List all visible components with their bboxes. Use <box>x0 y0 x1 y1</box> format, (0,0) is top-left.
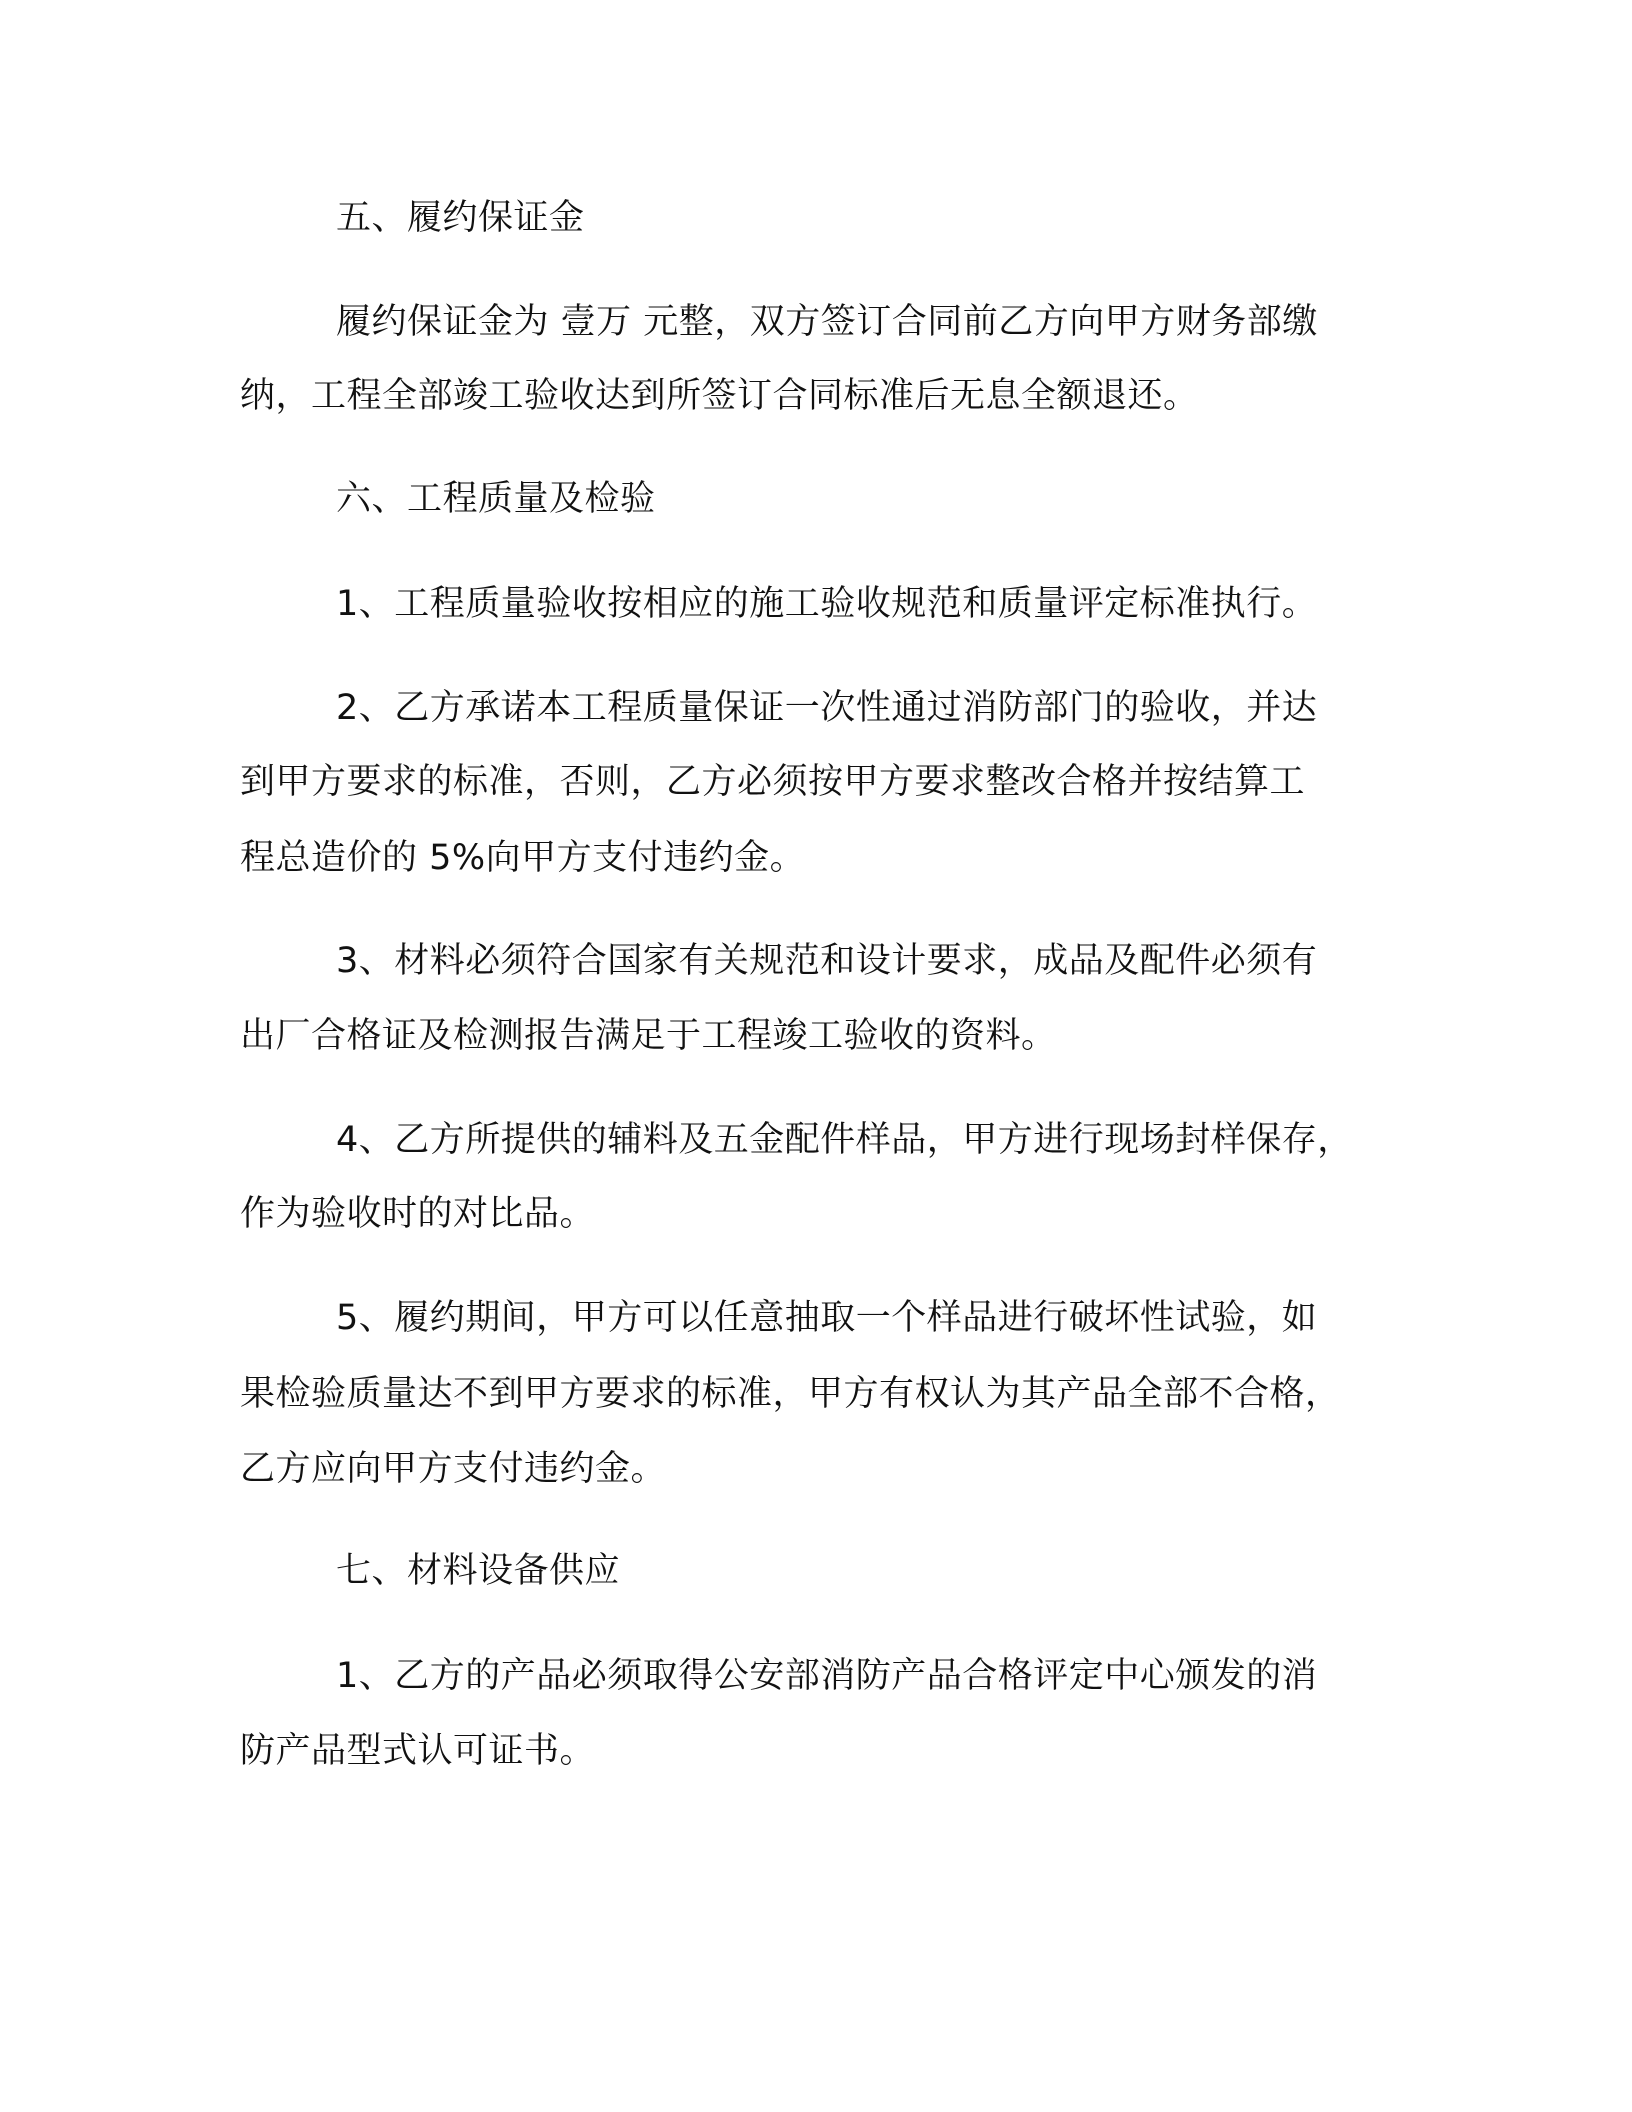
paragraph-line: 5、履约期间，甲方可以任意抽取一个样品进行破坏性试验，如 <box>336 1298 1318 1338</box>
paragraph-line: 程总造价的 5%向甲方支付违约金。 <box>240 838 806 878</box>
paragraph-line: 果检验质量达不到甲方要求的标准，甲方有权认为其产品全部不合格， <box>240 1374 1341 1414</box>
paragraph-line: 纳，工程全部竣工验收达到所签订合同标准后无息全额退还。 <box>240 376 1199 416</box>
paragraph-line: 出厂合格证及检测报告满足于工程竣工验收的资料。 <box>240 1016 1057 1056</box>
paragraph-line: 1、工程质量验收按相应的施工验收规范和质量评定标准执行。 <box>336 584 1318 624</box>
paragraph-line: 防产品型式认可证书。 <box>240 1731 596 1771</box>
section-heading: 五、履约保证金 <box>336 198 585 238</box>
section-heading: 六、工程质量及检验 <box>336 479 656 519</box>
paragraph-line: 到甲方要求的标准，否则，乙方必须按甲方要求整改合格并按结算工 <box>240 762 1306 802</box>
paragraph-line: 乙方应向甲方支付违约金。 <box>240 1449 667 1489</box>
paragraph-line: 1、乙方的产品必须取得公安部消防产品合格评定中心颁发的消 <box>336 1656 1318 1696</box>
paragraph-line: 作为验收时的对比品。 <box>240 1194 596 1234</box>
paragraph-line: 3、材料必须符合国家有关规范和设计要求，成品及配件必须有 <box>336 941 1318 981</box>
paragraph-line: 2、乙方承诺本工程质量保证一次性通过消防部门的验收，并达 <box>336 688 1318 728</box>
paragraph-line: 履约保证金为 壹万 元整，双方签订合同前乙方向甲方财务部缴 <box>336 302 1318 342</box>
section-heading: 七、材料设备供应 <box>336 1551 621 1591</box>
paragraph-line: 4、乙方所提供的辅料及五金配件样品，甲方进行现场封样保存， <box>336 1120 1353 1160</box>
